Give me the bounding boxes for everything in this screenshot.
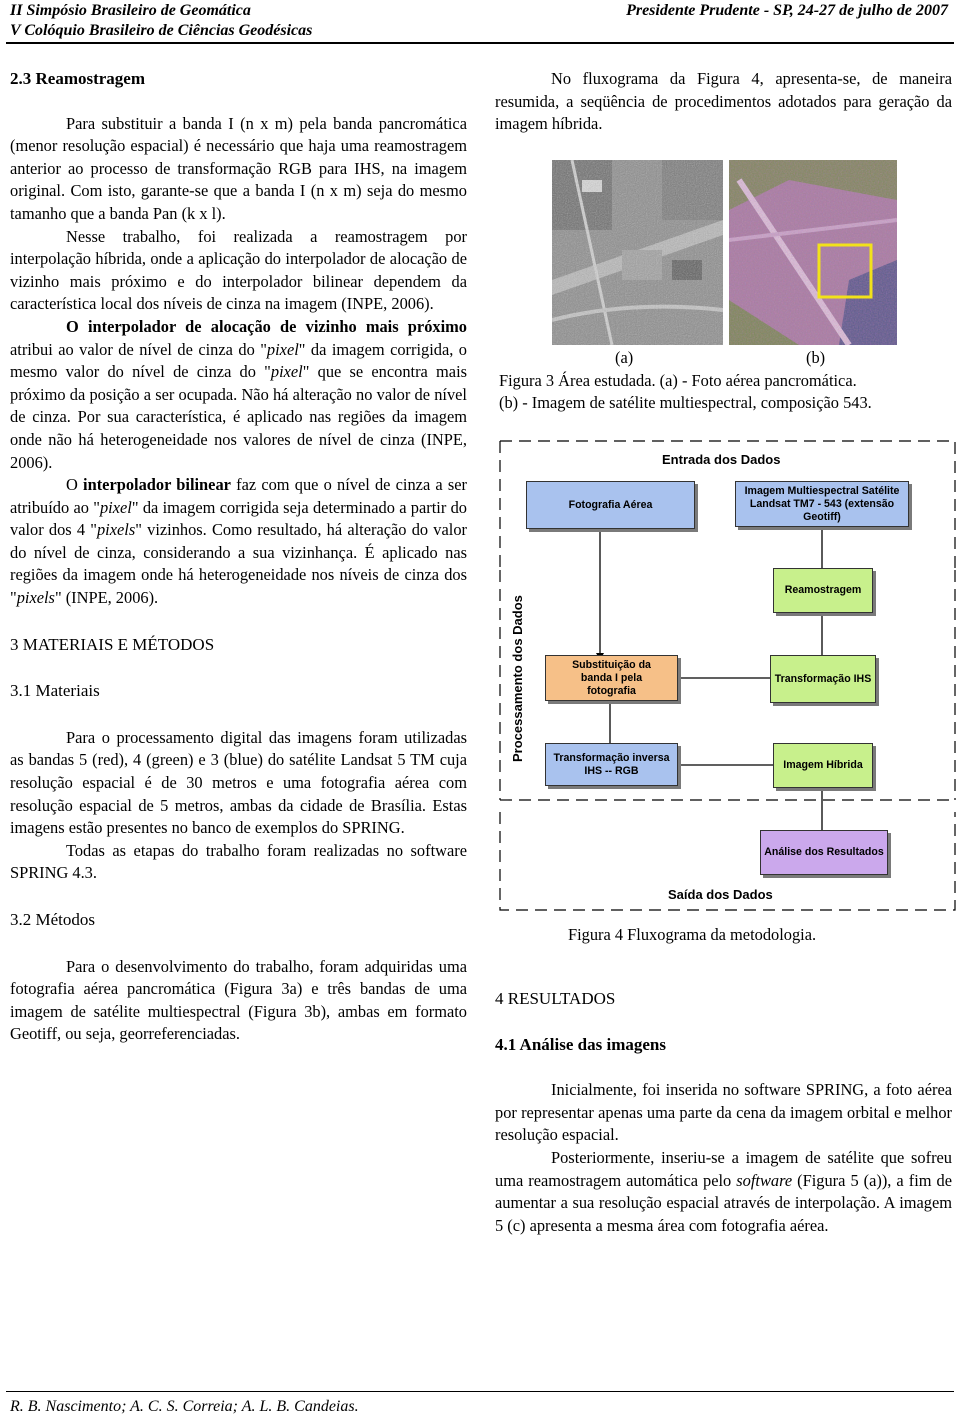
- flow-box-transformacao-inversa: Transformação inversa IHS -- RGB: [545, 743, 678, 786]
- section-3-2-heading: 3.2 Métodos: [10, 910, 95, 929]
- right-results: [495, 988, 952, 1237]
- text: faz com que o nível de cinza a ser atribuído ao ": [10, 475, 468, 517]
- text: " (INPE, 2006).: [54, 588, 159, 608]
- text: (Figura 5 (a)), a fim de aumentar a sua resolução espacial através de interpolação. A imagem 5 (c) apresenta a mesma área com fotografia aérea.: [495, 1170, 952, 1235]
- flow-box-fotografia: Fotografia Aérea: [526, 481, 695, 529]
- italic-term: pixel: [270, 362, 303, 382]
- paragraph: [495, 1147, 952, 1237]
- section-4-heading: 4 RESULTADOS: [495, 989, 616, 1008]
- italic-term: pixels: [16, 588, 55, 608]
- paragraph: No fluxograma da Figura 4, apresenta-se, de maneira resumida, a seqüência de procedimentos adotados para geração da imagem híbrida.: [495, 69, 952, 134]
- paragraph: Inicialmente, foi inserida no software SPRING, a foto aérea por representar apenas uma parte da cena da imagem orbital e melhor resolução espacial.: [495, 1080, 952, 1145]
- flow-box-multiespectral: Imagem Multiespectral Satélite Landsat TM7 - 543 (extensão Geotiff): [735, 481, 909, 527]
- fig3-label-b: (b): [806, 348, 826, 367]
- fig4-caption: Figura 4 Fluxograma da metodologia.: [568, 925, 817, 944]
- section-4-1-heading: 4.1 Análise das imagens: [495, 1034, 666, 1054]
- header-event-2: V Colóquio Brasileiro de Ciências Geodésicas: [10, 22, 313, 39]
- bold-term: O interpolador de alocação de vizinho mais próximo: [66, 316, 467, 336]
- flow-saida-label: Saída dos Dados: [668, 887, 773, 902]
- header-event-1: II Simpósio Brasileiro de Geomática: [10, 2, 251, 19]
- section-2-3-heading: 2.3 Reamostragem: [10, 69, 146, 88]
- text: atribui ao valor de nível de cinza do ": [10, 339, 267, 359]
- paragraph: Para substituir a banda I (n x m) pela banda pancromática (menor resolução espacial) é necessário que haja uma reamostragem anterior ao processo de transformação RGB para IHS, na imagem original. Com isto, garante-se que a banda I (n x m) seja do mesmo tamanho que a banda Pan (k x l).: [10, 113, 467, 223]
- paragraph: Nesse trabalho, foi realizada a reamostragem por interpolação híbrida, onde a aplicação do interpolador de alocação de vizinho mais próximo e do interpolador bilinear dependem da característica local dos níveis de cinza na imagem (INPE, 2006).: [10, 226, 467, 314]
- text: Posteriormente, inseriu-se a imagem de satélite que sofreu uma reamostragem automática pelo: [495, 1147, 952, 1190]
- fig3-caption-line2: (b) - Imagem de satélite multiespectral, composição 543.: [499, 393, 872, 412]
- section-3-1-heading: 3.1 Materiais: [10, 681, 100, 701]
- paragraph: Para o processamento digital das imagens foram utilizadas as bandas 5 (red), 4 (green) e 3 (blue) do satélite Landsat 5 TM cuja resolução espacial é de 30 metros e uma fotografia aérea com resolução espacial de 5 metros, ambas da cidade de Brasília. Estas imagens estão presentes no banco de exemplos do SPRING.: [10, 727, 467, 838]
- flow-box-analise: Análise dos Resultados: [760, 830, 888, 875]
- bold-term: interpolador bilinear: [83, 475, 231, 495]
- flow-box-transformacao-ihs: Transformação IHS: [770, 655, 876, 703]
- flow-box-reamostragem: Reamostragem: [773, 568, 873, 613]
- paragraph: Todas as etapas do trabalho foram realizadas no software SPRING 4.3.: [10, 840, 467, 883]
- italic-term: pixels: [96, 520, 136, 540]
- text: " da imagem corrigida, o mesmo valor do nível de cinza do ": [10, 339, 467, 382]
- fig3-label-a: (a): [615, 348, 634, 367]
- section-3-heading: 3 MATERIAIS E MÉTODOS: [10, 634, 215, 654]
- footer-rule: [6, 1391, 954, 1392]
- text: " que se encontra mais próximo da posição a ser ocupada. Não há alteração no valor de nível de cinza. Por sua característica, é aplicado nas regiões da imagem onde não há heterogeneidade nos valores de nível de cinza (INPE, 2006).: [10, 362, 468, 472]
- flow-entrada-label: Entrada dos Dados: [662, 452, 781, 467]
- flow-processamento-label: Processamento dos Dados: [510, 595, 525, 762]
- flow-box-imagem-hibrida: Imagem Híbrida: [773, 743, 873, 788]
- italic-term: pixel: [266, 339, 299, 359]
- text: " vizinhos. Como resultado, há alteração do valor do nível de cinza, considerando a sua vizinhança. É aplicado nas regiões da imagem onde há heterogeneidade nos níveis de cinza dos ": [10, 520, 467, 608]
- italic-term: software: [736, 1170, 793, 1190]
- italic-term: pixel: [99, 497, 132, 517]
- footer-authors: R. B. Nascimento; A. C. S. Correia; A. L. B. Candeias.: [10, 1398, 359, 1415]
- text: " da imagem corrigida seja determinado a partir do valor dos 4 ": [10, 497, 467, 540]
- fig3-caption-line1: Figura 3 Área estudada. (a) - Foto aérea pancromática.: [499, 371, 857, 390]
- flow-box-substituicao: Substituição da banda I pela fotografia: [545, 655, 678, 701]
- text: O: [66, 475, 84, 495]
- paragraph: Para o desenvolvimento do trabalho, foram adquiridas uma fotografia aérea pancromática (Figura 3a) e três bandas de uma imagem de satélite multiespectral (Figura 3b), ambas em formato Geotiff, ou seja, georreferenciadas.: [10, 956, 467, 1044]
- header-location: Presidente Prudente - SP, 24-27 de julho de 2007: [626, 2, 948, 19]
